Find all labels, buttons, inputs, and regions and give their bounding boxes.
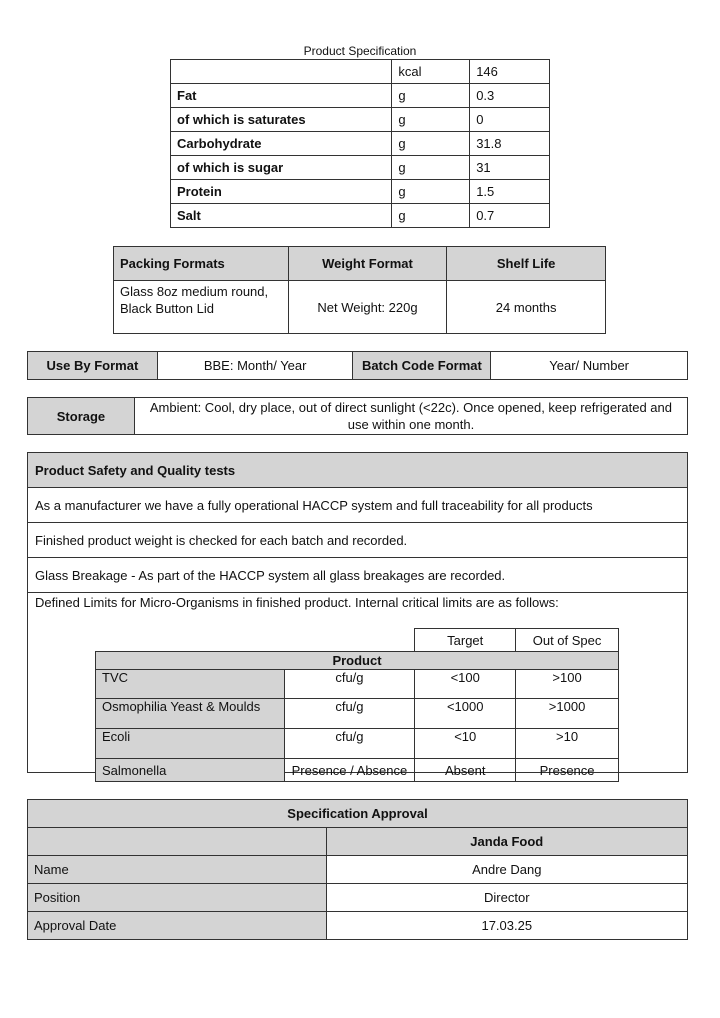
organism-unit: cfu/g (284, 729, 415, 759)
weight-format-header: Weight Format (288, 247, 447, 281)
company-name: Janda Food (326, 828, 687, 856)
organism-out-of-spec: Presence (516, 759, 619, 782)
table-row (96, 699, 619, 729)
nutrient-value: 31 (470, 156, 550, 180)
approval-title: Specification Approval (28, 800, 688, 828)
nutrient-name: Carbohydrate (171, 132, 392, 156)
table-row (171, 132, 550, 156)
approval-value: Andre Dang (326, 856, 687, 884)
organism-target: <1000 (415, 699, 516, 729)
table-row (171, 84, 550, 108)
nutrient-name (171, 60, 392, 84)
table-row (171, 180, 550, 204)
approval-label: Position (28, 884, 327, 912)
safety-line: Defined Limits for Micro-Organisms in finished product. Internal critical limits are as follows: (35, 595, 559, 610)
approval-label: Approval Date (28, 912, 327, 940)
nutrient-value: 1.5 (470, 180, 550, 204)
table-header-row (96, 629, 619, 652)
table-header-row (96, 652, 619, 670)
micro-limits-table (95, 628, 619, 782)
organism-unit: cfu/g (284, 699, 415, 729)
table-row (28, 398, 688, 435)
page-title: Product Specification (303, 44, 417, 58)
nutrient-unit: g (392, 156, 470, 180)
table-row (171, 156, 550, 180)
safety-line: Finished product weight is checked for each batch and recorded. (28, 523, 687, 558)
batch-code-value: Year/ Number (491, 352, 688, 380)
nutrient-value: 0 (470, 108, 550, 132)
nutrient-value: 146 (470, 60, 550, 84)
table-row (171, 60, 550, 84)
nutrient-name: of which is saturates (171, 108, 392, 132)
nutrient-value: 0.7 (470, 204, 550, 228)
nutrient-unit: g (392, 132, 470, 156)
nutrient-unit: g (392, 204, 470, 228)
shelf-life-value: 24 months (447, 281, 606, 334)
table-header-row (28, 800, 688, 828)
table-row (114, 281, 606, 334)
organism-out-of-spec: >1000 (516, 699, 619, 729)
table-row (28, 828, 688, 856)
batch-code-label: Batch Code Format (353, 352, 491, 380)
nutrient-name: Fat (171, 84, 392, 108)
table-row (171, 204, 550, 228)
storage-label: Storage (28, 398, 135, 435)
organism-name: Osmophilia Yeast & Moulds (96, 699, 285, 729)
table-row (96, 670, 619, 699)
table-row (28, 352, 688, 380)
organism-name: Ecoli (96, 729, 285, 759)
organism-unit: Presence / Absence (284, 759, 415, 782)
organism-out-of-spec: >100 (516, 670, 619, 699)
nutrient-unit: g (392, 108, 470, 132)
table-row (96, 759, 619, 782)
nutrient-value: 31.8 (470, 132, 550, 156)
shelf-life-header: Shelf Life (447, 247, 606, 281)
packing-table (113, 246, 606, 334)
organism-out-of-spec: >10 (516, 729, 619, 759)
nutrient-unit: g (392, 180, 470, 204)
organism-unit: cfu/g (284, 670, 415, 699)
organism-name: Salmonella (96, 759, 285, 782)
table-row (28, 856, 688, 884)
storage-value: Ambient: Cool, dry place, out of direct sunlight (<22c). Once opened, keep refrigerated and use within one month. (134, 398, 687, 435)
use-by-value: BBE: Month/ Year (157, 352, 353, 380)
use-by-label: Use By Format (28, 352, 158, 380)
safety-line: Glass Breakage - As part of the HACCP system all glass breakages are recorded. (28, 558, 687, 593)
nutrition-table (170, 59, 550, 228)
approval-label: Name (28, 856, 327, 884)
approval-value: Director (326, 884, 687, 912)
storage-table (27, 397, 688, 435)
packing-format-value: Glass 8oz medium round, Black Button Lid (114, 281, 289, 334)
organism-target: Absent (415, 759, 516, 782)
out-of-spec-header: Out of Spec (516, 629, 619, 652)
nutrient-value: 0.3 (470, 84, 550, 108)
approval-value: 17.03.25 (326, 912, 687, 940)
nutrient-unit: kcal (392, 60, 470, 84)
nutrient-name: Salt (171, 204, 392, 228)
use-by-table (27, 351, 688, 380)
safety-title: Product Safety and Quality tests (28, 453, 687, 488)
packing-formats-header: Packing Formats (114, 247, 289, 281)
table-header-row (114, 247, 606, 281)
organism-target: <100 (415, 670, 516, 699)
approval-table (27, 799, 688, 940)
table-row (28, 912, 688, 940)
table-row (171, 108, 550, 132)
organism-target: <10 (415, 729, 516, 759)
safety-line: As a manufacturer we have a fully operational HACCP system and full traceability for all products (28, 488, 687, 523)
target-header: Target (415, 629, 516, 652)
table-row (28, 884, 688, 912)
nutrient-name: Protein (171, 180, 392, 204)
table-row (96, 729, 619, 759)
product-header: Product (96, 652, 619, 670)
weight-format-value: Net Weight: 220g (288, 281, 447, 334)
nutrient-name: of which is sugar (171, 156, 392, 180)
nutrient-unit: g (392, 84, 470, 108)
organism-name: TVC (96, 670, 285, 699)
